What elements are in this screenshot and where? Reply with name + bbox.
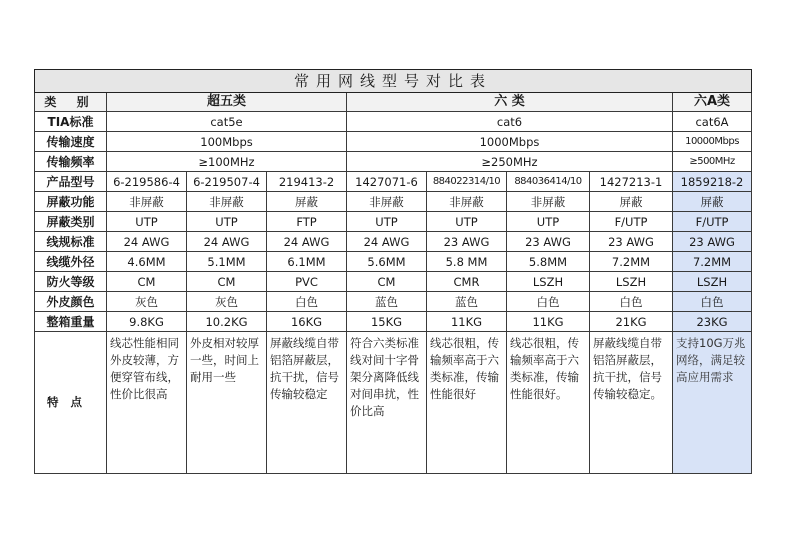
- tia-cat6: cat6: [347, 112, 673, 132]
- diameter-cell: 5.1MM: [187, 252, 267, 272]
- features-cell: 线芯很粗，传输频率高于六类标准，传输性能很好。: [507, 332, 590, 474]
- gauge-cell: 23 AWG: [427, 232, 507, 252]
- tia-cat6a: cat6A: [673, 112, 752, 132]
- features-cell: 符合六类标准线对间十字骨架分离降低线对间串扰，性价比高: [347, 332, 427, 474]
- diameter-cell: 4.6MM: [107, 252, 187, 272]
- shield-cell: 屏蔽: [673, 192, 752, 212]
- features-cell: 屏蔽线缆自带铝箔屏蔽层，抗干扰，信号传输较稳定。: [590, 332, 673, 474]
- fire-cell: CM: [107, 272, 187, 292]
- gauge-cell: 24 AWG: [267, 232, 347, 252]
- gauge-cell: 23 AWG: [507, 232, 590, 252]
- weight-cell: 11KG: [507, 312, 590, 332]
- fire-cell: PVC: [267, 272, 347, 292]
- fire-cell: CMR: [427, 272, 507, 292]
- tia-label: TIA标准: [35, 112, 107, 132]
- color-cell: 灰色: [107, 292, 187, 312]
- gauge-cell: 24 AWG: [187, 232, 267, 252]
- features-cell: 屏蔽线缆自带铝箔屏蔽层，抗干扰，信号传输较稳定: [267, 332, 347, 474]
- category-label: 类 别: [35, 93, 107, 112]
- color-cell: 白色: [507, 292, 590, 312]
- model-label: 产品型号: [35, 172, 107, 192]
- shield-type-cell: F/UTP: [590, 212, 673, 232]
- weight-row: [35, 312, 752, 332]
- fire-label: 防火等级: [35, 272, 107, 292]
- color-label: 外皮颜色: [35, 292, 107, 312]
- shield-type-cell: UTP: [107, 212, 187, 232]
- weight-label: 整箱重量: [35, 312, 107, 332]
- fire-cell: LSZH: [507, 272, 590, 292]
- diameter-cell: 7.2MM: [590, 252, 673, 272]
- freq-cat5e: ≥100MHz: [107, 152, 347, 172]
- shield-cell: 非屏蔽: [187, 192, 267, 212]
- model-cell: 884022314/10: [427, 172, 507, 192]
- features-row: [35, 332, 752, 474]
- comparison-table-wrapper: [34, 69, 751, 474]
- model-cell: 219413-2: [267, 172, 347, 192]
- model-cell: 884036414/10: [507, 172, 590, 192]
- color-cell: 白色: [673, 292, 752, 312]
- cat6-header: 六 类: [347, 93, 673, 112]
- weight-cell: 23KG: [673, 312, 752, 332]
- shield-cell: 屏蔽: [267, 192, 347, 212]
- model-cell: 6-219586-4: [107, 172, 187, 192]
- title-row: [35, 70, 752, 93]
- table-title: 常用网线型号对比表: [35, 70, 752, 93]
- cable-comparison-table: [34, 69, 752, 474]
- shield-type-cell: F/UTP: [673, 212, 752, 232]
- color-cell: 白色: [267, 292, 347, 312]
- features-label: 特点: [35, 332, 107, 474]
- shield-row: [35, 192, 752, 212]
- gauge-row: [35, 232, 752, 252]
- shield-cell: 非屏蔽: [507, 192, 590, 212]
- shield-type-cell: UTP: [347, 212, 427, 232]
- color-cell: 白色: [590, 292, 673, 312]
- speed-cat6: 1000Mbps: [347, 132, 673, 152]
- diameter-cell: 5.8MM: [507, 252, 590, 272]
- gauge-label: 线规标准: [35, 232, 107, 252]
- speed-cat5e: 100Mbps: [107, 132, 347, 152]
- model-cell: 1427071-6: [347, 172, 427, 192]
- shield-type-label: 屏蔽类别: [35, 212, 107, 232]
- shield-type-cell: UTP: [427, 212, 507, 232]
- fire-cell: CM: [187, 272, 267, 292]
- fire-cell: LSZH: [673, 272, 752, 292]
- cat6a-header: 六A类: [673, 93, 752, 112]
- color-cell: 灰色: [187, 292, 267, 312]
- diameter-cell: 5.8 MM: [427, 252, 507, 272]
- category-header-row: [35, 93, 752, 112]
- speed-row: [35, 132, 752, 152]
- features-cell: 线芯很粗，传输频率高于六类标准，传输性能很好: [427, 332, 507, 474]
- speed-cat6a: 10000Mbps: [673, 132, 752, 152]
- color-cell: 蓝色: [427, 292, 507, 312]
- gauge-cell: 23 AWG: [673, 232, 752, 252]
- weight-cell: 10.2KG: [187, 312, 267, 332]
- shield-type-cell: UTP: [187, 212, 267, 232]
- diameter-cell: 5.6MM: [347, 252, 427, 272]
- tia-row: [35, 112, 752, 132]
- model-cell: 1427213-1: [590, 172, 673, 192]
- cat5e-header: 超五类: [107, 93, 347, 112]
- gauge-cell: 23 AWG: [590, 232, 673, 252]
- weight-cell: 11KG: [427, 312, 507, 332]
- shield-cell: 非屏蔽: [427, 192, 507, 212]
- freq-label: 传输频率: [35, 152, 107, 172]
- weight-cell: 16KG: [267, 312, 347, 332]
- tia-cat5e: cat5e: [107, 112, 347, 132]
- model-row: [35, 172, 752, 192]
- weight-cell: 21KG: [590, 312, 673, 332]
- shield-cell: 非屏蔽: [107, 192, 187, 212]
- freq-cat6: ≥250MHz: [347, 152, 673, 172]
- shield-type-row: [35, 212, 752, 232]
- shield-cell: 非屏蔽: [347, 192, 427, 212]
- features-cell: 支持10G万兆网络，满足较高应用需求: [673, 332, 752, 474]
- model-cell: 6-219507-4: [187, 172, 267, 192]
- shield-label: 屏蔽功能: [35, 192, 107, 212]
- diameter-row: [35, 252, 752, 272]
- speed-label: 传输速度: [35, 132, 107, 152]
- features-cell: 外皮相对较厚一些，时间上耐用一些: [187, 332, 267, 474]
- fire-cell: CM: [347, 272, 427, 292]
- shield-type-cell: FTP: [267, 212, 347, 232]
- weight-cell: 9.8KG: [107, 312, 187, 332]
- diameter-cell: 6.1MM: [267, 252, 347, 272]
- freq-row: [35, 152, 752, 172]
- features-cell: 线芯性能相同外皮较薄，方便穿管布线，性价比很高: [107, 332, 187, 474]
- diameter-label: 线缆外径: [35, 252, 107, 272]
- gauge-cell: 24 AWG: [347, 232, 427, 252]
- model-cell: 1859218-2: [673, 172, 752, 192]
- freq-cat6a: ≥500MHz: [673, 152, 752, 172]
- weight-cell: 15KG: [347, 312, 427, 332]
- diameter-cell: 7.2MM: [673, 252, 752, 272]
- gauge-cell: 24 AWG: [107, 232, 187, 252]
- color-cell: 蓝色: [347, 292, 427, 312]
- shield-type-cell: UTP: [507, 212, 590, 232]
- color-row: [35, 292, 752, 312]
- shield-cell: 屏蔽: [590, 192, 673, 212]
- fire-row: [35, 272, 752, 292]
- fire-cell: LSZH: [590, 272, 673, 292]
